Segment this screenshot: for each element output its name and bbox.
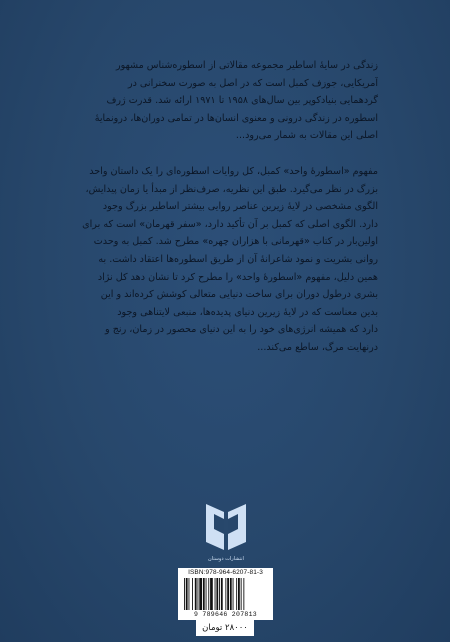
- barcode: [178, 568, 273, 620]
- barcode-stripe: [210, 578, 213, 610]
- blurb-line: دارد. الگوی اصلی که کمبل بر آن تأکید دارد، «سفر قهرمان» است که برای: [82, 218, 378, 230]
- barcode-stripe: [241, 578, 242, 610]
- blurb-line: زندگی در سایهٔ اساطیر مجموعه مقالاتی از اسطوره‌شناس مشهور: [116, 60, 378, 71]
- barcode-stripe: [208, 578, 209, 610]
- barcode-stripe: [184, 578, 185, 610]
- publisher-name: انتشارات دوستان: [208, 556, 244, 562]
- blurb-line: درنهایت مرگ، ساطع می‌کند...: [257, 341, 378, 353]
- publisher-logo-icon: [200, 500, 252, 558]
- barcode-stripe: [243, 578, 244, 610]
- barcode-stripe: [238, 578, 240, 610]
- blurb-line: اصلی این مقالات به شمار می‌رود...: [235, 130, 378, 142]
- barcode-stripe: [195, 578, 197, 610]
- blurb-line: بشری درطول دوران برای ساخت دنیایی متعالی کوشش کرده‌اند و این: [100, 289, 378, 301]
- blurb-line: مفهوم «اسطورهٔ واحد» کمبل، کل روایات اسطوره‌ای را یک داستان واحد: [89, 166, 378, 177]
- barcode-stripe: [206, 578, 207, 610]
- barcode-stripe: [192, 578, 193, 610]
- barcode-bars: [184, 578, 267, 610]
- blurb-paragraph-1: [72, 57, 378, 145]
- barcode-stripe: [216, 578, 218, 610]
- blurb-line: اولین‌بار در کتاب «قهرمانی با هزاران چهره» مطرح شد. کمبل به وحدت: [93, 236, 378, 248]
- barcode-stripe: [189, 578, 190, 610]
- barcode-stripe: [219, 578, 220, 610]
- barcode-stripe: [221, 578, 223, 610]
- blurb-line: روانی بشریت و نمود شاعرانهٔ آن از طریق اسطوره‌ها اعتقاد داشت. به: [98, 253, 378, 265]
- barcode-stripe: [199, 578, 202, 610]
- barcode-stripe: [198, 578, 199, 610]
- blurb-line: الگوی مشخصی در لایهٔ زیرین عناصر روایی بیشتر اساطیر بزرگ وجود: [102, 201, 378, 213]
- barcode-stripe: [230, 578, 232, 610]
- blurb-line: گردهمایی بنیادکوپر بین سال‌های ۱۹۵۸ تا ۱۹۷۱ ارائه شد. قدرت ژرف: [106, 95, 378, 107]
- blurb-line: همین دلیل، مفهوم «اسطورهٔ واحد» را مطرح کرد تا نشان دهد کل نژاد: [97, 271, 378, 283]
- barcode-digits: 9 789646 207813: [193, 611, 257, 618]
- blurb-line: بزرگ در نظر می‌گیرد. طبق این نظریه، صرف‌نظر از مبدأ یا زمان پیدایش،: [85, 183, 378, 195]
- barcode-stripe: [186, 578, 188, 610]
- blurb-line: دارد که همیشه انرژی‌های خود را به این دنیای محصور در زمان، رنج و: [105, 324, 378, 336]
- barcode-stripe: [236, 578, 237, 610]
- barcode-stripe: [203, 578, 205, 610]
- barcode-stripe: [233, 578, 234, 610]
- isbn-label: ISBN:978-964-6207-81-3: [188, 569, 263, 576]
- price-label: ۲۸۰۰۰ تومان: [196, 620, 254, 636]
- barcode-stripe: [215, 578, 216, 610]
- barcode-stripe: [225, 578, 226, 610]
- blurb-paragraph-2: [72, 163, 378, 357]
- barcode-stripe: [227, 578, 229, 610]
- blurb-line: آمریکایی، جوزف کمبل است که در اصل به صورت سخنرانی در: [127, 77, 378, 89]
- blurb-line: اسطوره در زندگی درونی و معنوی انسان‌ها در تمامی دوران‌ها، درونمایهٔ: [94, 112, 378, 124]
- blurb-line: بدین معناست که در لایهٔ زیرین دنیای پدیده‌ها، منبعی لایتناهی وجود: [117, 306, 378, 318]
